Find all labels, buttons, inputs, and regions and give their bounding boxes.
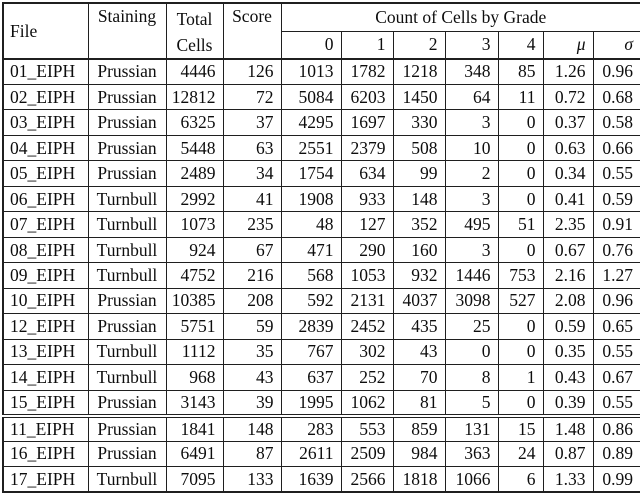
total-cell: 6325 [166,110,223,135]
table-row [3,416,640,441]
staining-cell: Prussian [88,59,166,84]
g1-cell: 1053 [341,263,393,288]
sigma-cell: 0.55 [593,390,640,415]
mu-cell: 0.59 [543,314,593,339]
staining-cell: Prussian [88,161,166,186]
score-cell: 87 [223,441,281,466]
table-row [3,339,640,364]
g4-cell: 0 [498,237,543,262]
staining-cell: Prussian [88,390,166,415]
g4-cell: 0 [498,339,543,364]
total-cell: 10385 [166,288,223,313]
file-cell: 11_EIPH [3,416,88,441]
table-row [3,212,640,237]
g2-cell: 4037 [393,288,445,313]
sigma-cell: 0.65 [593,314,640,339]
staining-cell: Turnbull [88,263,166,288]
total-cell: 4446 [166,59,223,84]
total-cell: 5448 [166,135,223,160]
g3-cell: 1446 [445,263,498,288]
mu-cell: 0.41 [543,186,593,211]
table-row [3,84,640,109]
g1-cell: 933 [341,186,393,211]
g3-cell: 1066 [445,467,498,492]
staining-cell: Turnbull [88,467,166,492]
total-cell: 7095 [166,467,223,492]
g2-cell: 70 [393,365,445,390]
g3-cell: 3 [445,186,498,211]
g0-cell: 471 [281,237,341,262]
staining-cell: Prussian [88,135,166,160]
header-file: File [3,3,88,59]
g2-cell: 43 [393,339,445,364]
g0-cell: 1908 [281,186,341,211]
file-cell: 07_EIPH [3,212,88,237]
g2-cell: 81 [393,390,445,415]
file-cell: 05_EIPH [3,161,88,186]
file-cell: 06_EIPH [3,186,88,211]
table-row [3,59,640,84]
g4-cell: 0 [498,161,543,186]
g1-cell: 302 [341,339,393,364]
score-cell: 126 [223,59,281,84]
g2-cell: 1450 [393,84,445,109]
sigma-cell: 0.55 [593,161,640,186]
table-body-holdout [3,416,640,492]
score-cell: 43 [223,365,281,390]
staining-cell: Turnbull [88,237,166,262]
file-cell: 14_EIPH [3,365,88,390]
g0-cell: 1995 [281,390,341,415]
header-grade-0: 0 [281,31,341,59]
total-cell: 2992 [166,186,223,211]
g2-cell: 984 [393,441,445,466]
g3-cell: 495 [445,212,498,237]
header-score: Score [223,3,281,59]
sigma-cell: 0.99 [593,467,640,492]
g0-cell: 1013 [281,59,341,84]
file-cell: 17_EIPH [3,467,88,492]
g0-cell: 2551 [281,135,341,160]
mu-cell: 1.33 [543,467,593,492]
score-cell: 216 [223,263,281,288]
score-cell: 35 [223,339,281,364]
sigma-cell: 0.76 [593,237,640,262]
score-cell: 63 [223,135,281,160]
mu-cell: 2.16 [543,263,593,288]
staining-cell: Turnbull [88,212,166,237]
file-cell: 08_EIPH [3,237,88,262]
mu-cell: 2.08 [543,288,593,313]
mu-cell: 0.67 [543,237,593,262]
g3-cell: 3 [445,110,498,135]
g1-cell: 252 [341,365,393,390]
staining-cell: Turnbull [88,186,166,211]
g3-cell: 3 [445,237,498,262]
score-cell: 72 [223,84,281,109]
g4-cell: 753 [498,263,543,288]
g1-cell: 553 [341,416,393,441]
g1-cell: 1062 [341,390,393,415]
staining-cell: Prussian [88,110,166,135]
header-grade-2: 2 [393,31,445,59]
mu-cell: 2.35 [543,212,593,237]
staining-cell: Prussian [88,441,166,466]
sigma-cell: 0.55 [593,339,640,364]
file-cell: 12_EIPH [3,314,88,339]
mu-cell: 0.34 [543,161,593,186]
total-cell: 1112 [166,339,223,364]
header-grade-4: 4 [498,31,543,59]
g3-cell: 25 [445,314,498,339]
g2-cell: 160 [393,237,445,262]
g4-cell: 85 [498,59,543,84]
score-cell: 34 [223,161,281,186]
score-cell: 208 [223,288,281,313]
g2-cell: 859 [393,416,445,441]
header-grade-group: Count of Cells by Grade [281,3,640,31]
sigma-cell: 1.27 [593,263,640,288]
total-cell: 2489 [166,161,223,186]
g0-cell: 2611 [281,441,341,466]
g4-cell: 1 [498,365,543,390]
score-cell: 37 [223,110,281,135]
file-cell: 10_EIPH [3,288,88,313]
sigma-cell: 0.68 [593,84,640,109]
sigma-cell: 0.86 [593,416,640,441]
table-row [3,314,640,339]
mu-cell: 0.35 [543,339,593,364]
header-total-line1: Total [176,9,213,29]
g4-cell: 0 [498,110,543,135]
sigma-cell: 0.96 [593,288,640,313]
g2-cell: 352 [393,212,445,237]
score-cell: 148 [223,416,281,441]
header-grade-3: 3 [445,31,498,59]
mu-cell: 1.48 [543,416,593,441]
g0-cell: 637 [281,365,341,390]
file-cell: 13_EIPH [3,339,88,364]
header-staining: Staining [88,3,166,59]
g2-cell: 1818 [393,467,445,492]
staining-cell: Prussian [88,84,166,109]
staining-cell: Turnbull [88,365,166,390]
g1-cell: 2452 [341,314,393,339]
g2-cell: 99 [393,161,445,186]
table-row [3,263,640,288]
file-cell: 01_EIPH [3,59,88,84]
header-row-top [3,3,640,31]
total-cell: 1073 [166,212,223,237]
sigma-cell: 0.91 [593,212,640,237]
file-cell: 03_EIPH [3,110,88,135]
score-cell: 59 [223,314,281,339]
file-cell: 09_EIPH [3,263,88,288]
g0-cell: 48 [281,212,341,237]
table-row [3,288,640,313]
g0-cell: 2839 [281,314,341,339]
total-cell: 1841 [166,416,223,441]
header-total-cells [166,3,223,59]
g1-cell: 2379 [341,135,393,160]
g3-cell: 348 [445,59,498,84]
g2-cell: 1218 [393,59,445,84]
g4-cell: 24 [498,441,543,466]
g3-cell: 0 [445,339,498,364]
header-sigma: σ [593,31,640,59]
table-row [3,161,640,186]
g0-cell: 5084 [281,84,341,109]
g1-cell: 1697 [341,110,393,135]
g1-cell: 6203 [341,84,393,109]
g1-cell: 2566 [341,467,393,492]
g3-cell: 3098 [445,288,498,313]
table-row [3,135,640,160]
g2-cell: 932 [393,263,445,288]
g3-cell: 5 [445,390,498,415]
results-table [2,2,640,493]
total-cell: 4752 [166,263,223,288]
file-cell: 16_EIPH [3,441,88,466]
file-cell: 02_EIPH [3,84,88,109]
g4-cell: 15 [498,416,543,441]
file-cell: 15_EIPH [3,390,88,415]
g0-cell: 4295 [281,110,341,135]
total-cell: 12812 [166,84,223,109]
g4-cell: 527 [498,288,543,313]
g1-cell: 290 [341,237,393,262]
table-header [3,3,640,59]
total-cell: 968 [166,365,223,390]
score-cell: 235 [223,212,281,237]
mu-cell: 0.63 [543,135,593,160]
table-body-main [3,59,640,416]
g3-cell: 8 [445,365,498,390]
g1-cell: 2509 [341,441,393,466]
sigma-cell: 0.59 [593,186,640,211]
table-row [3,467,640,492]
mu-cell: 1.26 [543,59,593,84]
g4-cell: 0 [498,186,543,211]
g4-cell: 0 [498,314,543,339]
g0-cell: 1754 [281,161,341,186]
g1-cell: 127 [341,212,393,237]
total-cell: 3143 [166,390,223,415]
score-cell: 67 [223,237,281,262]
sigma-cell: 0.66 [593,135,640,160]
score-cell: 39 [223,390,281,415]
score-cell: 133 [223,467,281,492]
sigma-cell: 0.89 [593,441,640,466]
table-row [3,110,640,135]
table-row [3,441,640,466]
score-cell: 41 [223,186,281,211]
g0-cell: 283 [281,416,341,441]
sigma-cell: 0.96 [593,59,640,84]
g4-cell: 0 [498,390,543,415]
g4-cell: 11 [498,84,543,109]
mu-cell: 0.72 [543,84,593,109]
g2-cell: 148 [393,186,445,211]
sigma-cell: 0.67 [593,365,640,390]
g1-cell: 2131 [341,288,393,313]
g3-cell: 363 [445,441,498,466]
header-grade-1: 1 [341,31,393,59]
g3-cell: 2 [445,161,498,186]
staining-cell: Turnbull [88,339,166,364]
g0-cell: 767 [281,339,341,364]
file-cell: 04_EIPH [3,135,88,160]
g1-cell: 634 [341,161,393,186]
mu-cell: 0.87 [543,441,593,466]
total-cell: 5751 [166,314,223,339]
table-row [3,365,640,390]
g4-cell: 51 [498,212,543,237]
total-cell: 924 [166,237,223,262]
g3-cell: 64 [445,84,498,109]
g0-cell: 568 [281,263,341,288]
g0-cell: 1639 [281,467,341,492]
g3-cell: 131 [445,416,498,441]
mu-cell: 0.43 [543,365,593,390]
staining-cell: Prussian [88,288,166,313]
g2-cell: 330 [393,110,445,135]
g0-cell: 592 [281,288,341,313]
table-row [3,390,640,415]
staining-cell: Prussian [88,416,166,441]
g2-cell: 508 [393,135,445,160]
total-cell: 6491 [166,441,223,466]
g2-cell: 435 [393,314,445,339]
sigma-cell: 0.58 [593,110,640,135]
table-row [3,186,640,211]
header-total-line2: Cells [176,35,213,55]
mu-cell: 0.37 [543,110,593,135]
g1-cell: 1782 [341,59,393,84]
header-mu: μ [543,31,593,59]
g4-cell: 0 [498,135,543,160]
g4-cell: 6 [498,467,543,492]
staining-cell: Prussian [88,314,166,339]
g3-cell: 10 [445,135,498,160]
mu-cell: 0.39 [543,390,593,415]
table-row [3,237,640,262]
